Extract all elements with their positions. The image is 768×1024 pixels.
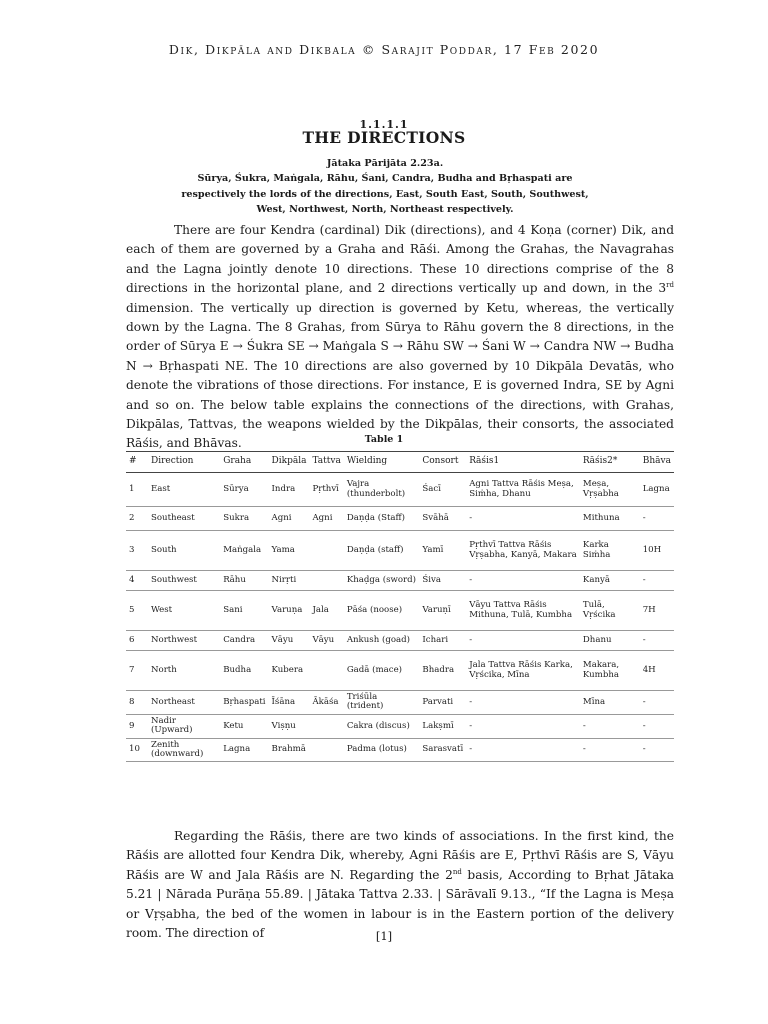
table-cell: - [466,631,580,651]
column-header: Consort [419,452,466,473]
running-header: Dik, Dikpāla and Dikbala © Sarajit Poddar, 17 Feb 2020 [168,42,600,57]
table-cell: Nirṛti [269,571,310,591]
column-header: Wielding [344,452,420,473]
table-cell: Vajra (thunderbolt) [344,473,420,507]
table-cell: Ankush (goad) [344,631,420,651]
table-row [126,507,674,531]
table-cell: 2 [126,507,148,531]
column-header: Direction [148,452,220,473]
table-cell: Varuṇī [419,591,466,631]
table-row [126,531,674,571]
table-cell: Bhadra [419,651,466,691]
table-cell: Ichari [419,631,466,651]
table-cell: Agni Tattva Rāśis Meṣa, Siṁha, Dhanu [466,473,580,507]
table-cell: Triśūla (trident) [344,691,420,715]
table-cell: Īśāna [269,691,310,715]
directions-table [126,451,674,762]
table-cell: Tulā, Vṛścika [580,591,640,631]
table-cell: 7 [126,651,148,691]
table-cell [309,571,343,591]
table-cell: - [640,738,674,762]
table-row [126,714,674,738]
table-cell: Vāyu [269,631,310,651]
table-cell: West [148,591,220,631]
table-cell: Agni [309,507,343,531]
table-cell: - [580,738,640,762]
table-header-row [126,452,674,473]
table-cell: - [640,714,674,738]
table-cell: 6 [126,631,148,651]
table-cell: Lagna [220,738,268,762]
column-header: Bhāva [640,452,674,473]
table-cell: Indra [269,473,310,507]
table-cell [309,738,343,762]
table-cell: 3 [126,531,148,571]
table-cell: Yamī [419,531,466,571]
page-number: [1] [375,929,393,943]
table-row [126,631,674,651]
table-cell: Maṅgala [220,531,268,571]
table-cell: 5 [126,591,148,631]
table-cell: Ketu [220,714,268,738]
table-cell: Candra [220,631,268,651]
table-cell [309,651,343,691]
table-row [126,591,674,631]
table-cell: Southwest [148,571,220,591]
table-cell: Kanyā [580,571,640,591]
table-cell: Sani [220,591,268,631]
verse-text: Sūrya, Śukra, Maṅgala, Rāhu, Śani, Candra, Budha and Bṛhaspati are respectively the lords of the directions, East, South East, South, Southwest, West, Northwest, North, Northeast respectively. [181,173,589,216]
table-cell: Daṇḍa (staff) [344,531,420,571]
table-row [126,738,674,762]
table-cell: 1 [126,473,148,507]
table-cell: Mithuna [580,507,640,531]
table-cell: Bṛhaspati [220,691,268,715]
verse-source: Jātaka Pārijāta 2.23a. [326,158,444,169]
table-cell: Cakra (discus) [344,714,420,738]
table-cell: Viṣṇu [269,714,310,738]
table-cell: Pṛthvī [309,473,343,507]
table-cell: 10 [126,738,148,762]
table-cell: Sūrya [220,473,268,507]
table-cell: Kubera [269,651,310,691]
table-row [126,473,674,507]
table-cell: Dhanu [580,631,640,651]
table-cell: East [148,473,220,507]
table-cell: Budha [220,651,268,691]
table-cell: - [466,571,580,591]
column-header: Dikpāla [269,452,310,473]
table-cell: Varuṇa [269,591,310,631]
table-cell: Daṇḍa (Staff) [344,507,420,531]
table-cell: - [640,571,674,591]
paragraph-directions: There are four Kendra (cardinal) Dik (directions), and 4 Koṇa (corner) Dik, and each of them are governed by a Graha and Rāśi. Among the Grahas, the Navagrahas and the Lagna jointly denote 10 directions. These 10 directions comprise of the 8 directions in the horizontal plane, and 2 directions vertically up and down, in the 3rd dimension. The vertically up direction is governed by Ketu, whereas, the vertically down by the Lagna. The 8 Grahas, from Sūrya to Rāhu govern the 8 directions, in the order of Sūrya E → Śukra SE → Maṅgala S → Rāhu SW → Śani W → Candra NW → Budha N → Bṛhaspati NE. The 10 directions are also governed by 10 Dikpāla Devatās, who denote the vibrations of those directions. For instance, E is governed Indra, SE by Agni and so on. The below table explains the connections of the directions, with Grahas, Dikpālas, Tattvas, the weapons wielded by the Dikpālas, their consorts, the associated Rāśis, and Bhāvas. [126,223,674,451]
table-cell: Parvati [419,691,466,715]
table-cell: 9 [126,714,148,738]
table-row [126,571,674,591]
table-cell: - [466,714,580,738]
column-header: Graha [220,452,268,473]
table-cell: Jala [309,591,343,631]
table-cell: - [580,714,640,738]
table-cell: Lagna [640,473,674,507]
table-cell: Sarasvatī [419,738,466,762]
table-cell: Rāhu [220,571,268,591]
table-cell: 4 [126,571,148,591]
table-cell: Ākāśa [309,691,343,715]
table-cell: Sukra [220,507,268,531]
table-cell: - [466,507,580,531]
table-cell: Padma (lotus) [344,738,420,762]
table-cell: Mīna [580,691,640,715]
table-cell: Agni [269,507,310,531]
table-cell: 10H [640,531,674,571]
column-header: Rāśis1 [466,452,580,473]
table-cell: - [640,691,674,715]
table-cell: South [148,531,220,571]
table-cell: Śiva [419,571,466,591]
table-cell: Khaḍga (sword) [344,571,420,591]
table-cell: Pāśa (noose) [344,591,420,631]
table-cell: Northwest [148,631,220,651]
table-cell: Karka Siṁha [580,531,640,571]
table-cell: Brahmā [269,738,310,762]
column-header: Tattva [309,452,343,473]
table-row [126,651,674,691]
table-cell: Makara, Kumbha [580,651,640,691]
table-cell: - [466,691,580,715]
table-cell: - [640,507,674,531]
table-cell: 4H [640,651,674,691]
column-header: Rāśis2* [580,452,640,473]
table-cell: Southeast [148,507,220,531]
table-cell: 8 [126,691,148,715]
table-row [126,691,674,715]
table-cell: Śacī [419,473,466,507]
table-cell: Pṛthvī Tattva Rāśis Vṛṣabha, Kanyā, Makara [466,531,580,571]
table-cell: Vāyu Tattva Rāśis Mithuna, Tulā, Kumbha [466,591,580,631]
table-cell: Nadir (Upward) [148,714,220,738]
table-cell: 7H [640,591,674,631]
table-cell: - [466,738,580,762]
table-caption: Table 1 [364,434,404,445]
table-cell: - [640,631,674,651]
table-cell: Northeast [148,691,220,715]
section-title: THE DIRECTIONS [302,128,466,147]
paragraph-rasis: Regarding the Rāśis, there are two kinds of associations. In the first kind, the Rāśis are allotted four Kendra Dik, whereby, Agni Rāśis are E, Pṛthvī Rāśis are S, Vāyu Rāśis are W and Jala Rāśis are N. Regarding the 2nd basis, According to Bṛhat Jātaka 5.21 | Nārada Purāṇa 55.89. | Jātaka Tattva 2.33. | Sārāvalī 9.13., “If the Lagna is Meṣa or Vṛṣabha, the bed of the women in labour is in the Eastern portion of the delivery room. The direction of [126,829,674,941]
column-header: # [126,452,148,473]
table-cell: Jala Tattva Rāśis Karka, Vṛścika, Mīna [466,651,580,691]
table-cell: Svāhā [419,507,466,531]
table-cell: Meṣa, Vṛṣabha [580,473,640,507]
table-cell: Yama [269,531,310,571]
section-number: 1.1.1.1 [359,118,409,131]
table-cell: Vāyu [309,631,343,651]
table-cell: North [148,651,220,691]
table-cell [309,714,343,738]
table-cell: Zenith (downward) [148,738,220,762]
table-cell: Gadā (mace) [344,651,420,691]
table-cell: Lakṣmī [419,714,466,738]
table-cell [309,531,343,571]
